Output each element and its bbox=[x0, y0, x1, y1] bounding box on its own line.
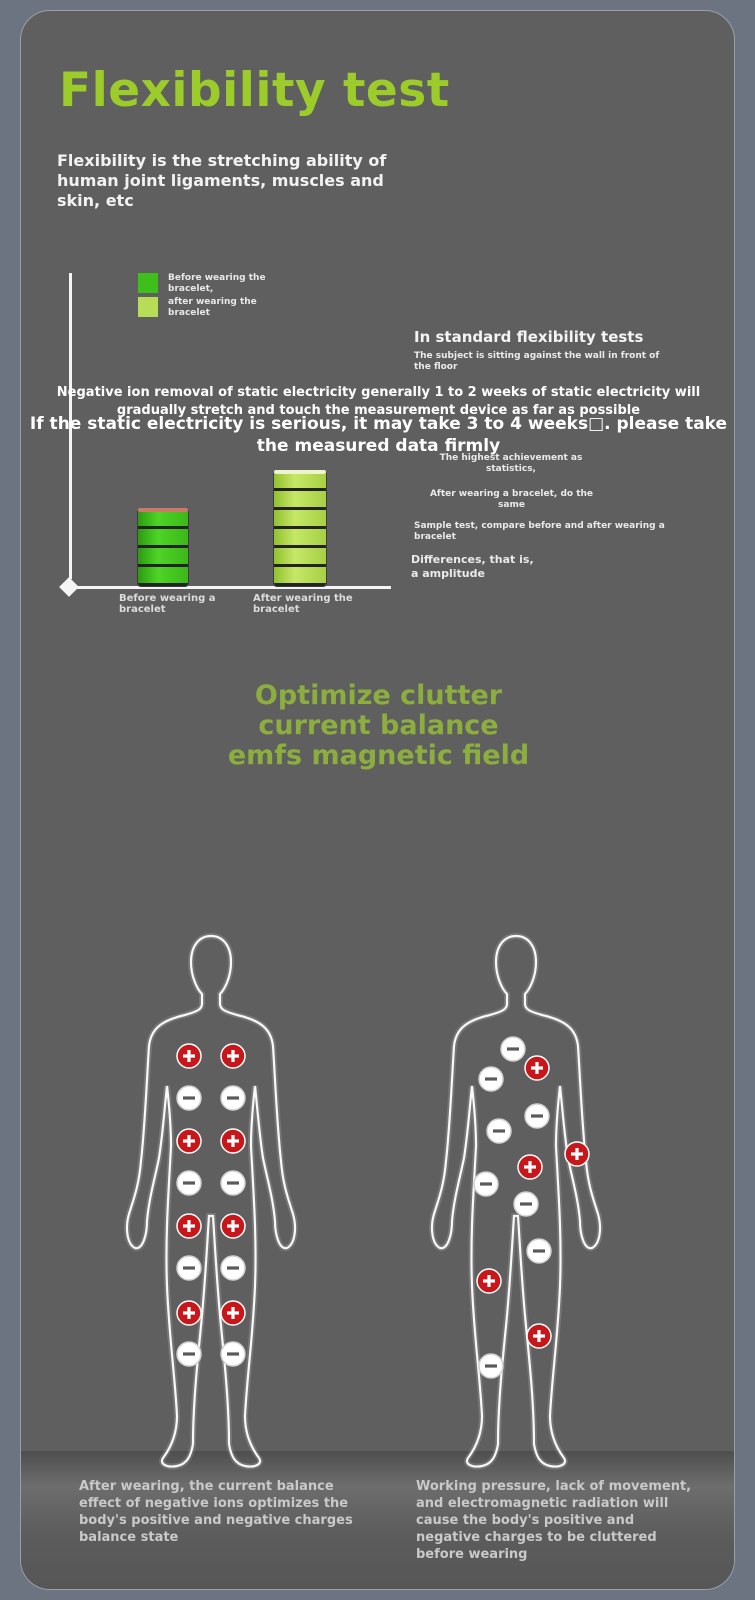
x-axis bbox=[69, 586, 391, 589]
positive-charge-icon bbox=[221, 1129, 245, 1153]
negative-charge-icon bbox=[479, 1354, 503, 1378]
positive-charge-icon bbox=[177, 1129, 201, 1153]
negative-charge-icon bbox=[221, 1342, 245, 1366]
x-tick-label-after: After wearing the bracelet bbox=[253, 593, 353, 615]
left-body-figure bbox=[127, 936, 295, 1467]
negative-charge-icon bbox=[177, 1342, 201, 1366]
positive-charge-icon bbox=[527, 1324, 551, 1348]
right-panel-heading: In standard flexibility tests bbox=[414, 328, 644, 346]
bar-before bbox=[138, 510, 188, 586]
negative-charge-icon bbox=[501, 1037, 525, 1061]
legend-swatch-before bbox=[138, 273, 158, 293]
subheading-line-3: emfs magnetic field bbox=[227, 740, 530, 771]
bar-after bbox=[274, 472, 326, 586]
negative-charge-icon bbox=[514, 1192, 538, 1216]
legend-swatch-after bbox=[138, 297, 158, 317]
right-panel-line-2: The highest achievement as statistics, bbox=[439, 453, 583, 474]
negative-charge-icon bbox=[221, 1256, 245, 1280]
negative-charge-icon bbox=[177, 1086, 201, 1110]
positive-charge-icon bbox=[177, 1301, 201, 1325]
bar-cap-after bbox=[274, 470, 326, 474]
right-panel-line-1: The subject is sitting against the wall in front of the floor bbox=[414, 351, 660, 372]
right-panel-line-3: After wearing a bracelet, do the same bbox=[429, 489, 594, 510]
subheading-line-2: current balance bbox=[258, 710, 499, 741]
positive-charge-icon bbox=[221, 1044, 245, 1068]
positive-charge-icon bbox=[177, 1214, 201, 1238]
legend-label-after: after wearing the bracelet bbox=[168, 297, 257, 318]
negative-charge-icon bbox=[525, 1104, 549, 1128]
positive-charge-icon bbox=[525, 1056, 549, 1080]
x-tick-label-before: Before wearing a bracelet bbox=[119, 593, 216, 615]
positive-charge-icon bbox=[518, 1155, 542, 1179]
legend-label-before: Before wearing the bracelet, bbox=[168, 273, 266, 294]
negative-charge-icon bbox=[479, 1067, 503, 1091]
overlay-text-2: If the static electricity is serious, it may take 3 to 4 weeks□. please take the measured data firmly bbox=[29, 414, 728, 456]
positive-charge-icon bbox=[221, 1301, 245, 1325]
axis-origin-marker bbox=[59, 577, 79, 597]
positive-charge-icon bbox=[477, 1269, 501, 1293]
negative-charge-icon bbox=[474, 1172, 498, 1196]
intro-text: Flexibility is the stretching ability of human joint ligaments, muscles and skin, etc bbox=[57, 151, 387, 210]
negative-charge-icon bbox=[177, 1256, 201, 1280]
body-illustrations bbox=[21, 911, 735, 1471]
page-title: Flexibility test bbox=[59, 63, 450, 118]
negative-charge-icon bbox=[527, 1239, 551, 1263]
right-panel-line-4: Sample test, compare before and after wearing a bracelet bbox=[414, 521, 665, 542]
right-caption: Working pressure, lack of movement, and electromagnetic radiation will cause the body's positive and negative charges to be cluttered before wearing bbox=[416, 1479, 692, 1562]
infographic-card bbox=[20, 10, 735, 1590]
positive-charge-icon bbox=[177, 1044, 201, 1068]
left-caption: After wearing, the current balance effect of negative ions optimizes the body's positive and negative charges balance state bbox=[79, 1479, 353, 1545]
negative-charge-icon bbox=[487, 1119, 511, 1143]
negative-charge-icon bbox=[177, 1171, 201, 1195]
subheading bbox=[21, 681, 735, 771]
subheading-line-1: Optimize clutter bbox=[254, 680, 503, 711]
bar-cap-before bbox=[138, 508, 188, 512]
negative-charge-icon bbox=[221, 1086, 245, 1110]
positive-charge-icon bbox=[221, 1214, 245, 1238]
overlay-text-1: Negative ion removal of static electricity generally 1 to 2 weeks of static electricity will gradually stretch and touch the measurement device as far as possible bbox=[56, 385, 701, 418]
positive-charge-icon bbox=[565, 1142, 589, 1166]
negative-charge-icon bbox=[221, 1171, 245, 1195]
right-panel-line-5: Differences, that is, a amplitude bbox=[411, 553, 534, 580]
